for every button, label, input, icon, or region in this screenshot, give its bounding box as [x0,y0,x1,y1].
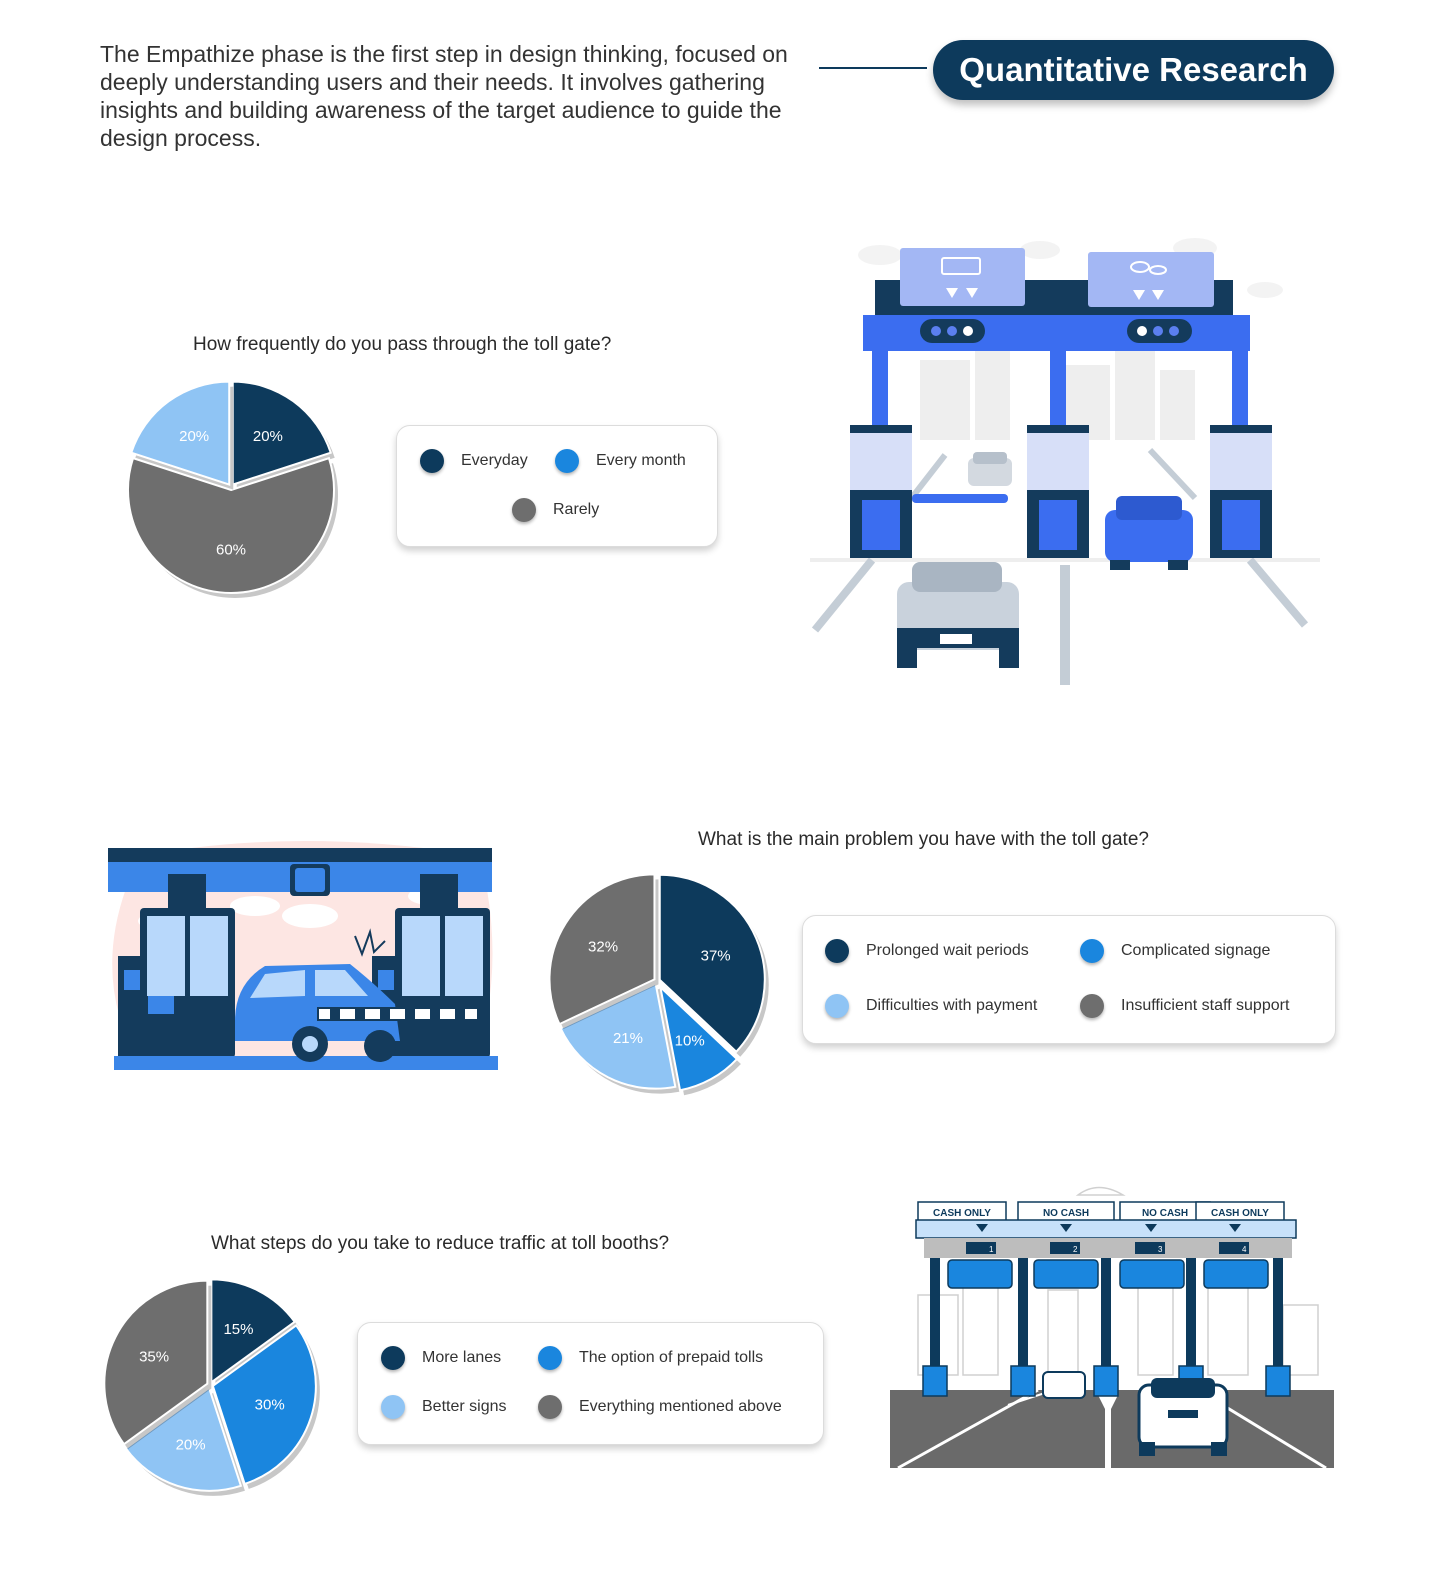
chart-2-title: What is the main problem you have with the toll gate? [698,829,1149,850]
chart-1-title: How frequently do you pass through the toll gate? [193,334,612,355]
legend-item-staff-support [1080,994,1289,1018]
pie-slice-label: 10% [674,1032,705,1050]
legend-dot [538,1395,562,1419]
legend-label: The option of prepaid tolls [579,1349,764,1366]
legend-dot [1080,994,1104,1018]
legend-label: Difficulties with payment [866,997,1038,1014]
booth-sign-1: CASH ONLY [933,1208,991,1219]
lane-number-1: 1 [989,1245,994,1254]
legend-dot [555,449,579,473]
legend-dot [825,939,849,963]
toll-gantry-illustration [810,230,1320,690]
chart-3-title: What steps do you take to reduce traffic at toll booths? [211,1233,670,1254]
legend-label: Insufficient staff support [1121,997,1290,1014]
car-at-booth-illustration [100,836,500,1076]
legend-label: Everyday [461,452,528,469]
legend-item-better-signs [381,1395,506,1419]
legend-dot [512,498,536,522]
chart-3-pie [75,1250,345,1520]
legend-item-everything [538,1395,782,1419]
booth-sign-2: NO CASH [1042,1208,1090,1219]
legend-dot [538,1346,562,1370]
legend-item-prepaid-tolls [538,1346,763,1370]
lane-number-4: 4 [1242,1245,1247,1254]
legend-label: Prolonged wait periods [866,942,1029,959]
pie-slice-label: 20% [175,1436,206,1454]
intro-paragraph: The Empathize phase is the first step in design thinking, focused on deeply understanding users and their needs. It involves gathering insights and building awareness of the target audience to guide the design process. [100,41,788,151]
legend-item-prolonged-wait [825,939,1029,963]
lane-number-3: 3 [1158,1245,1163,1254]
legend-dot [825,994,849,1018]
chart-1-pie [96,352,366,622]
pie-slice-label: 20% [252,428,283,446]
chart-1-legend [396,425,718,547]
legend-item-more-lanes [381,1346,501,1370]
legend-item-complicated-signage [1080,939,1270,963]
legend-label: Every month [596,452,686,469]
legend-item-every-month [555,449,686,473]
booth-sign-3: NO CASH [1141,1208,1189,1219]
legend-label: Everything mentioned above [579,1398,782,1415]
pie-slice-label: 35% [139,1348,170,1366]
pie-slice-label: 60% [215,541,247,559]
legend-label: More lanes [422,1349,502,1366]
legend-dot [420,449,444,473]
chart-2-pie [522,846,792,1116]
lane-number-2: 2 [1073,1245,1078,1254]
legend-dot [1080,939,1104,963]
booth-sign-4: CASH ONLY [1211,1208,1269,1219]
legend-item-payment-difficulties [825,994,1037,1018]
legend-item-everyday [420,449,528,473]
pie-slice-label: 32% [588,938,619,956]
pie-slice-label: 37% [700,947,731,965]
legend-dot [381,1346,405,1370]
legend-label: Better signs [422,1398,507,1415]
toll-booths-illustration [888,1180,1336,1470]
chart-3-legend [357,1322,824,1445]
pie-slice-label: 20% [179,428,210,446]
legend-label: Complicated signage [1121,942,1271,959]
section-title: Quantitative Research [933,40,1334,100]
pie-slice-label: 21% [612,1029,644,1047]
legend-item-rarely [512,498,599,522]
legend-label: Rarely [553,501,600,518]
legend-dot [381,1395,405,1419]
title-connector-line [819,67,927,69]
pie-slice-label: 30% [254,1396,285,1414]
chart-2-legend [802,915,1336,1044]
pie-slice-label: 15% [223,1321,254,1339]
